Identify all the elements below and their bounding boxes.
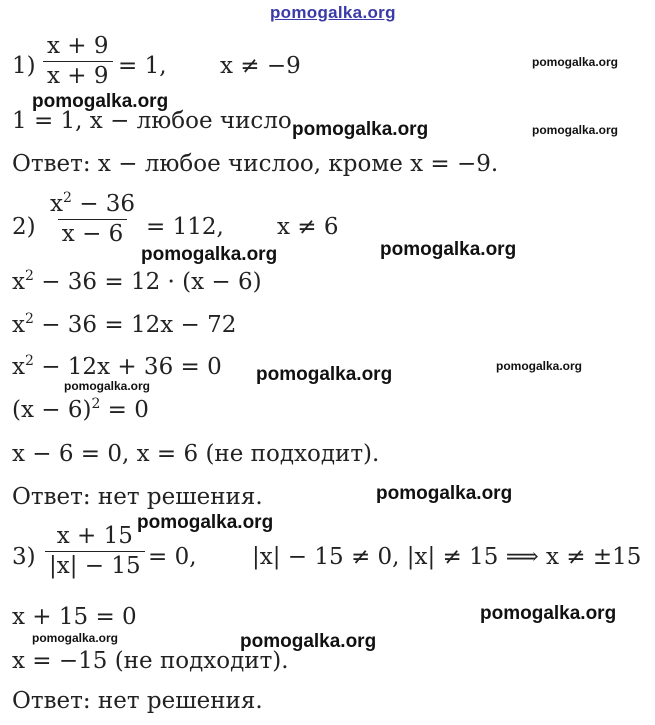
watermark: pomogalka.org: [292, 119, 429, 140]
task1-denominator: x + 9: [43, 61, 113, 88]
watermark: pomogalka.org: [256, 364, 393, 385]
task2-step2: $x^2 - 36 = 12x - 72$: [12, 311, 237, 338]
task2-step5: x − 6 = 0, x = 6 (не подходит).: [12, 441, 380, 467]
task2-step4: $(x - 6)^2 = 0$: [12, 396, 149, 423]
task3-step2: x = −15 (не подходит).: [12, 648, 289, 674]
watermark: pomogalka.org: [376, 483, 513, 504]
watermark: pomogalka.org: [380, 239, 517, 260]
task2-numerator: $x^2 - 36$: [50, 190, 136, 217]
task3-fraction: [45, 525, 145, 578]
task1-fraction: [43, 35, 113, 88]
task3-numerator: x + 15: [56, 523, 133, 549]
task3-answer: Ответ: нет решения.: [12, 688, 263, 714]
task3-denominator: |x| − 15: [45, 551, 145, 578]
task2-denominator: x − 6: [58, 219, 128, 246]
task2-rhs: = 112,: [146, 214, 224, 240]
task1-answer: Ответ: x − любое числоо, кроме x = −9.: [12, 151, 499, 177]
task3-condition: |x| − 15 ≠ 0, |x| ≠ 15 ⟹ x ≠ ±15: [252, 544, 642, 570]
task2-answer: Ответ: нет решения.: [12, 484, 263, 510]
watermark: pomogalka.org: [64, 379, 151, 393]
watermark: pomogalka.org: [480, 603, 617, 624]
task1-condition: x ≠ −9: [220, 53, 301, 79]
watermark: pomogalka.org: [32, 631, 119, 645]
watermark: pomogalka.org: [141, 244, 278, 265]
task2-step3: $x^2 - 12x + 36 = 0$: [12, 353, 222, 380]
watermark: pomogalka.org: [532, 55, 619, 69]
task1-rhs: = 1,: [118, 53, 167, 79]
task1-numerator: x + 9: [47, 33, 109, 59]
task2-condition: x ≠ 6: [277, 214, 339, 240]
watermark: pomogalka.org: [496, 359, 583, 373]
task2-step1: $x^2 - 36 = 12 \cdot (x - 6)$: [12, 268, 262, 295]
watermark: pomogalka.org: [137, 512, 274, 533]
watermark: pomogalka.org: [32, 91, 169, 112]
task3-number: 3): [12, 544, 36, 570]
site-header-link[interactable]: pomogalka.org: [270, 3, 396, 22]
task1-number: 1): [12, 53, 36, 79]
watermark: pomogalka.org: [532, 123, 619, 137]
task2-number: 2): [12, 214, 36, 240]
task3-step1: x + 15 = 0: [12, 604, 137, 630]
task3-rhs: = 0,: [148, 544, 197, 570]
task1-step1: 1 = 1, x − любое число: [12, 108, 292, 134]
task2-fraction: [46, 190, 139, 247]
watermark: pomogalka.org: [240, 631, 377, 652]
